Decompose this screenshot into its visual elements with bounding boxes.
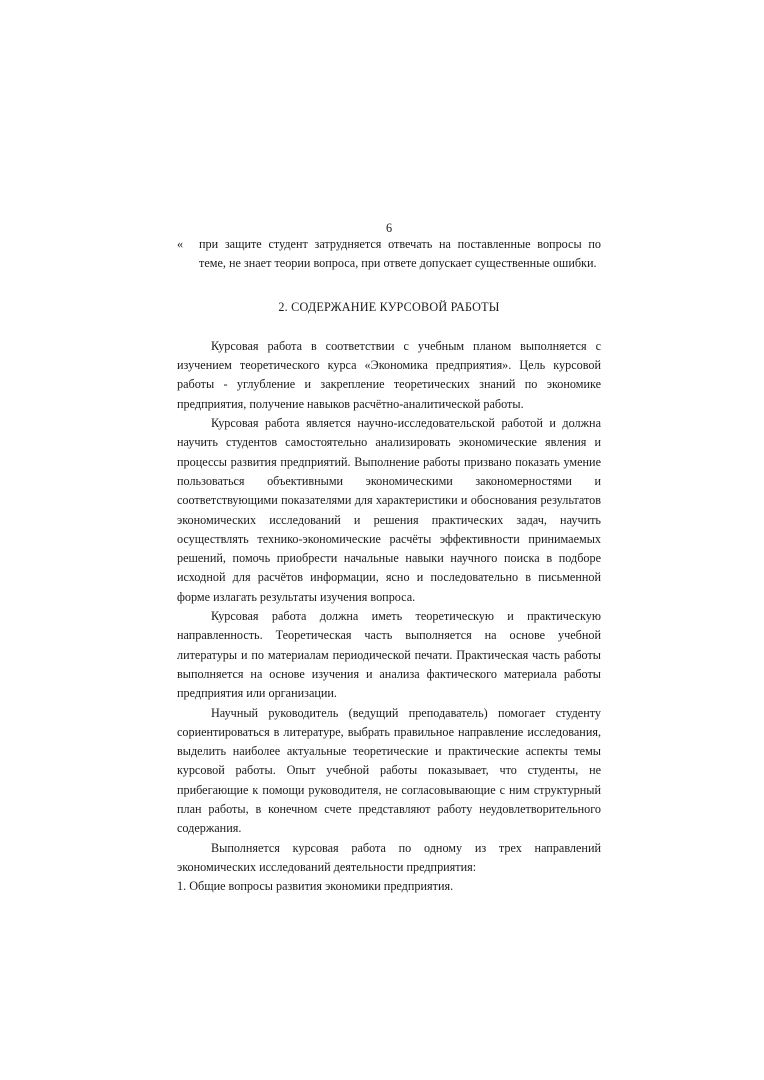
paragraph-directions: Выполняется курсовая работа по одному из трех направлений экономических исследований деятельности предприятия: xyxy=(177,840,601,874)
page-number: 6 xyxy=(385,221,393,235)
paragraph-purpose: Курсовая работа в соответствии с учебным планом выполняется с изучением теоретического курса «Экономика предприятия». Цель курсовой работы - углубление и закрепление теоретических знаний по экономике предприятия, получение навыков расчётно-аналитической работы. xyxy=(177,338,601,411)
bullet-item xyxy=(177,235,601,274)
paragraph-supervisor: Научный руководитель (ведущий преподаватель) помогает студенту сориентироваться в литературе, выбрать правильное направление исследования, выделить наиболее актуальные теоретические и практические аспекты темы курсовой работы. Опыт учебной работы показывает, что студенты, не прибегающие к помощи руководителя, не согласовывающие с ним структурный план работы, в конечном счете представляют работу неудовлетворительного содержания. xyxy=(177,705,601,836)
list-item: 1. Общие вопросы развития экономики предприятия. xyxy=(177,879,454,894)
paragraph-research-nature: Курсовая работа является научно-исследовательской работой и должна научить студентов самостоятельно анализировать экономические явления и процессы развития предприятий. Выполнение работы призвано показать умение пользоваться объективными экономическими закономерностями и соответствующими показателями для характеристики и обоснования результатов экономических исследований и решения практических задач, научить осуществлять технико-экономические расчёты эффективности принимаемых решений, помочь приобрести начальные навыки научного поиска в подборе исходной для расчётов информации, ясно и последовательно в письменной форме излагать результаты изучения вопроса. xyxy=(177,416,601,604)
paragraph-orientation: Курсовая работа должна иметь теоретическую и практическую направленность. Теоретическая часть выполняется на основе учебной литературы и по материалам периодической печати. Практическая часть работы выполняется на основе изучения и анализа фактического материала работы предприятия или организации. xyxy=(177,609,601,701)
bullet-text: при защите студент затрудняется отвечать на поставленные вопросы по теме, не знает теории вопроса, при ответе допускает существенные ошибки. xyxy=(199,237,601,271)
section-heading: 2. СОДЕРЖАНИЕ КУРСОВОЙ РАБОТЫ xyxy=(278,299,500,314)
document-page xyxy=(177,221,601,897)
bullet-mark: « xyxy=(177,237,184,251)
